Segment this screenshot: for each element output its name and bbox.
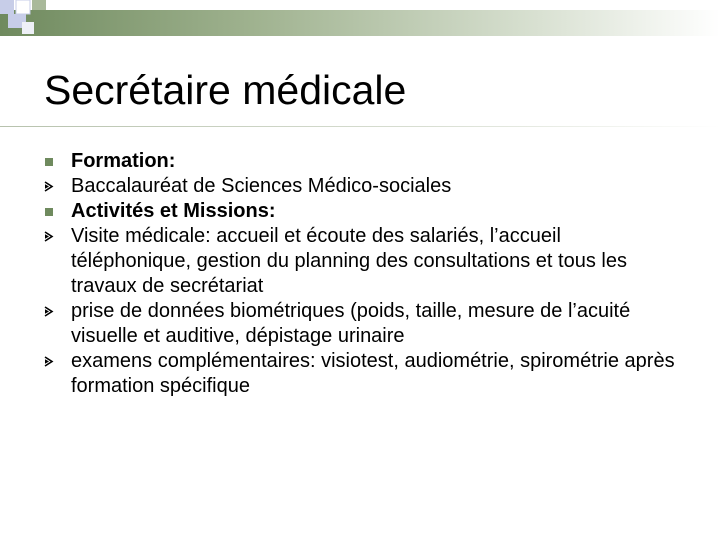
decorative-squares [0,0,60,40]
bullet-text: Visite médicale: accueil et écoute des salariés, l’accueil téléphonique, gestion du planning des consultations et tous les travaux de secrétariat [71,225,627,297]
bullet-item [44,149,684,174]
bullet-item [44,199,684,224]
arrow-bullet-icon [44,299,60,324]
square-bullet-icon [44,199,60,224]
bullet-text: Activités et Missions: [71,200,276,222]
bullet-text: prise de données biométriques (poids, taille, mesure de l’acuité visuelle et auditive, dépistage urinaire [71,300,631,347]
bullet-text: examens complémentaires: visiotest, audiométrie, spirométrie après formation spécifique [71,350,675,397]
slide-title: Secrétaire médicale [44,67,407,113]
bullet-list [44,149,684,399]
arrow-bullet-icon [44,224,60,249]
arrow-bullet-icon [44,174,60,199]
bullet-item [44,224,684,299]
bullet-item [44,349,684,399]
header-gradient-bar [0,10,720,36]
bullet-text: Baccalauréat de Sciences Médico-sociales [71,175,452,197]
square-bullet-icon [44,149,60,174]
arrow-bullet-icon [44,349,60,374]
title-divider [0,126,720,127]
bullet-item [44,299,684,349]
bullet-item [44,174,684,199]
bullet-text: Formation: [71,150,176,172]
